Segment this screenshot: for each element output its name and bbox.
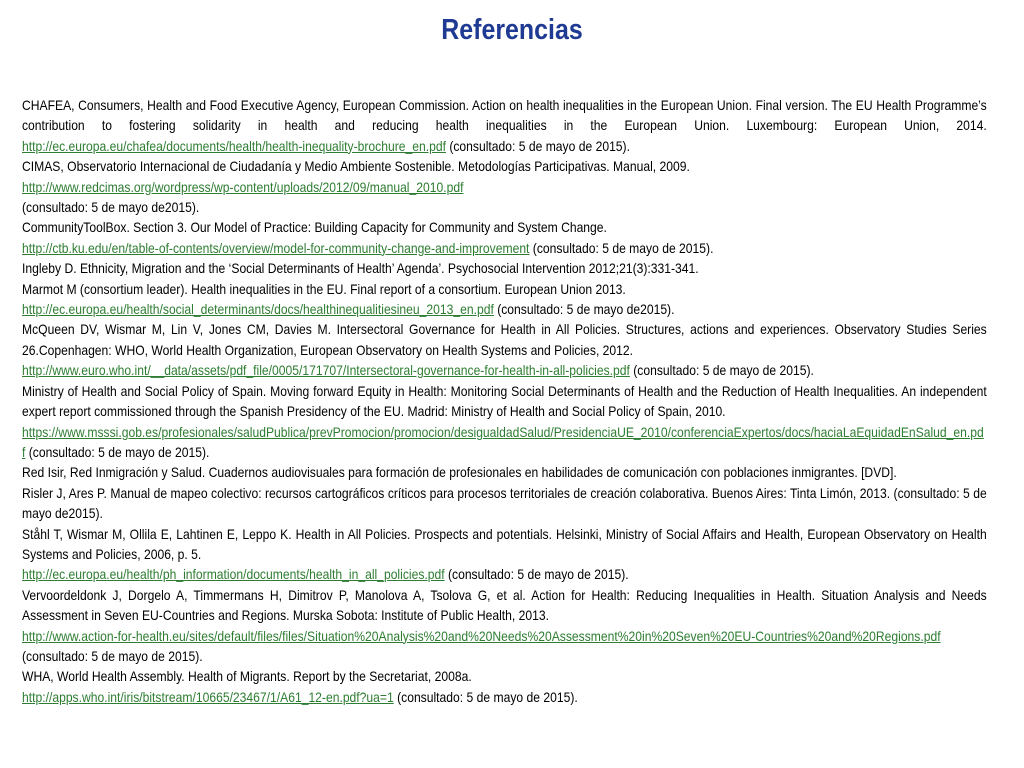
reference-item: McQueen DV, Wismar M, Lin V, Jones CM, Davies M. Intersectoral Governance for Health in All Policies. Structures, actions and experiences. Observatory Studies Series 26.Copenhagen: WHO, World Health Organization, European Observatory on Health Systems and Policies, 2012. http://www.euro.who.int/__data/assets/pdf_file/0005/171707/Intersectoral-governance-for-health-in-all-policies.pdf (consultado: 5 de mayo de 2015). <box>22 321 987 379</box>
references-list <box>22 95 987 707</box>
reference-item: Ståhl T, Wismar M, Ollila E, Lahtinen E, Leppo K. Health in All Policies. Prospects and potentials. Helsinki, Ministry of Social Affairs and Health, European Observatory on Health Systems and Policies, 2006, p. 5. http://ec.europa.eu/health/ph_information/documents/health_in_all_policies.pdf (consultado: 5 de mayo de 2015). <box>22 525 987 583</box>
reference-item: CommunityToolBox. Section 3. Our Model of Practice: Building Capacity for Community and System Change. http://ctb.ku.edu/en/table-of-contents/overview/model-for-community-change-and-improvement (consultado: 5 de mayo de 2015). <box>22 219 714 256</box>
reference-link[interactable]: http://apps.who.int/iris/bitstream/10665/23467/1/A61_12-en.pdf?ua=1 <box>22 688 394 705</box>
reference-link[interactable]: http://ec.europa.eu/chafea/documents/health/health-inequality-brochure_en.pdf <box>22 137 446 154</box>
reference-item: Ingleby D. Ethnicity, Migration and the ‘Social Determinants of Health’ Agenda’. Psychosocial Intervention 2012;21(3):331-341. <box>22 260 699 277</box>
reference-item: Risler J, Ares P. Manual de mapeo colectivo: recursos cartográficos críticos para procesos territoriales de creación colaborativa. Buenos Aires: Tinta Limón, 2013. (consultado: 5 de mayo de2015). <box>22 484 987 522</box>
reference-item: Vervoordeldonk J, Dorgelo A, Timmermans H, Dimitrov P, Manolova A, Tsolova G, et al. Action for Health: Reducing Inequalities in Health. Situation Analysis and Needs Assessment in Seven EU-Countries and Regions. Murska Sobota: Institute of Public Health, 2013. http://www.action-for-health.eu/sites/default/files/files/Situation%20Analysis%20and%20Needs%20Assessment%20in%20Seven%20EU-Countries%20and%20Regions.pdf (consultado: 5 de mayo de 2015). <box>22 586 987 664</box>
reference-link[interactable]: http://ctb.ku.edu/en/table-of-contents/overview/model-for-community-change-and-improvement <box>22 239 530 256</box>
page-title: Referencias <box>441 14 583 46</box>
reference-item: Red Isir, Red Inmigración y Salud. Cuadernos audiovisuales para formación de profesionales en habilidades de comunicación con poblaciones inmigrantes. [DVD]. <box>22 464 897 481</box>
reference-link[interactable]: http://ec.europa.eu/health/ph_information/documents/health_in_all_policies.pdf <box>22 566 445 583</box>
reference-item: Ministry of Health and Social Policy of Spain. Moving forward Equity in Health: Monitoring Social Determinants of Health and the Reduction of Health Inequalities. An independent expert report commissioned through the Spanish Presidency of the EU. Madrid: Ministry of Health and Social Policy of Spain, 2010. https://www.msssi.gob.es/profesionales/saludPublica/prevPromocion/promocion/desigualdadSalud/PresidenciaUE_2010/conferenciaExpertos/docs/haciaLaEquidadEnSalud_en.pdf (consultado: 5 de mayo de 2015). <box>22 382 987 460</box>
reference-item: CHAFEA, Consumers, Health and Food Executive Agency, European Commission. Action on health inequalities in the European Union. Final version. The EU Health Programme’s contribution to fostering solidarity in health and reducing health inequalities in the European Union. Luxembourg: European Union, 2014. http://ec.europa.eu/chafea/documents/health/health-inequality-brochure_en.pdf (consultado: 5 de mayo de 2015). <box>22 97 987 154</box>
reference-link[interactable]: http://ec.europa.eu/health/social_determinants/docs/healthinequalitiesineu_2013_en.pdf <box>22 301 494 318</box>
reference-link[interactable]: http://www.euro.who.int/__data/assets/pdf_file/0005/171707/Intersectoral-governance-for-health-in-all-policies.pdf <box>22 362 630 379</box>
reference-link[interactable]: https://www.msssi.gob.es/profesionales/saludPublica/prevPromocion/promocion/desigualdadSalud/PresidenciaUE_2010/conferenciaExpertos/docs/haciaLaEquidadEnSalud_en.pdf <box>22 423 984 460</box>
reference-item: CIMAS, Observatorio Internacional de Ciudadanía y Medio Ambiente Sostenible. Metodologías Participativas. Manual, 2009. http://www.redcimas.org/wordpress/wp-content/uploads/2012/09/manual_2010.pdf (consultado: 5 de mayo de2015). <box>22 158 690 216</box>
reference-link[interactable]: http://www.action-for-health.eu/sites/default/files/files/Situation%20Analysis%20and%20Needs%20Assessment%20in%20Seven%20EU-Countries%20and%20Regions.pdf <box>22 627 941 644</box>
reference-item: Marmot M (consortium leader). Health inequalities in the EU. Final report of a consortium. European Union 2013. http://ec.europa.eu/health/social_determinants/docs/healthinequalitiesineu_2013_en.pdf (consultado: 5 de mayo de2015). <box>22 280 675 318</box>
reference-item: WHA, World Health Assembly. Health of Migrants. Report by the Secretariat, 2008a. http://apps.who.int/iris/bitstream/10665/23467/1/A61_12-en.pdf?ua=1 (consultado: 5 de mayo de 2015). <box>22 668 578 705</box>
reference-link[interactable]: http://www.redcimas.org/wordpress/wp-content/uploads/2012/09/manual_2010.pdf <box>22 178 464 195</box>
